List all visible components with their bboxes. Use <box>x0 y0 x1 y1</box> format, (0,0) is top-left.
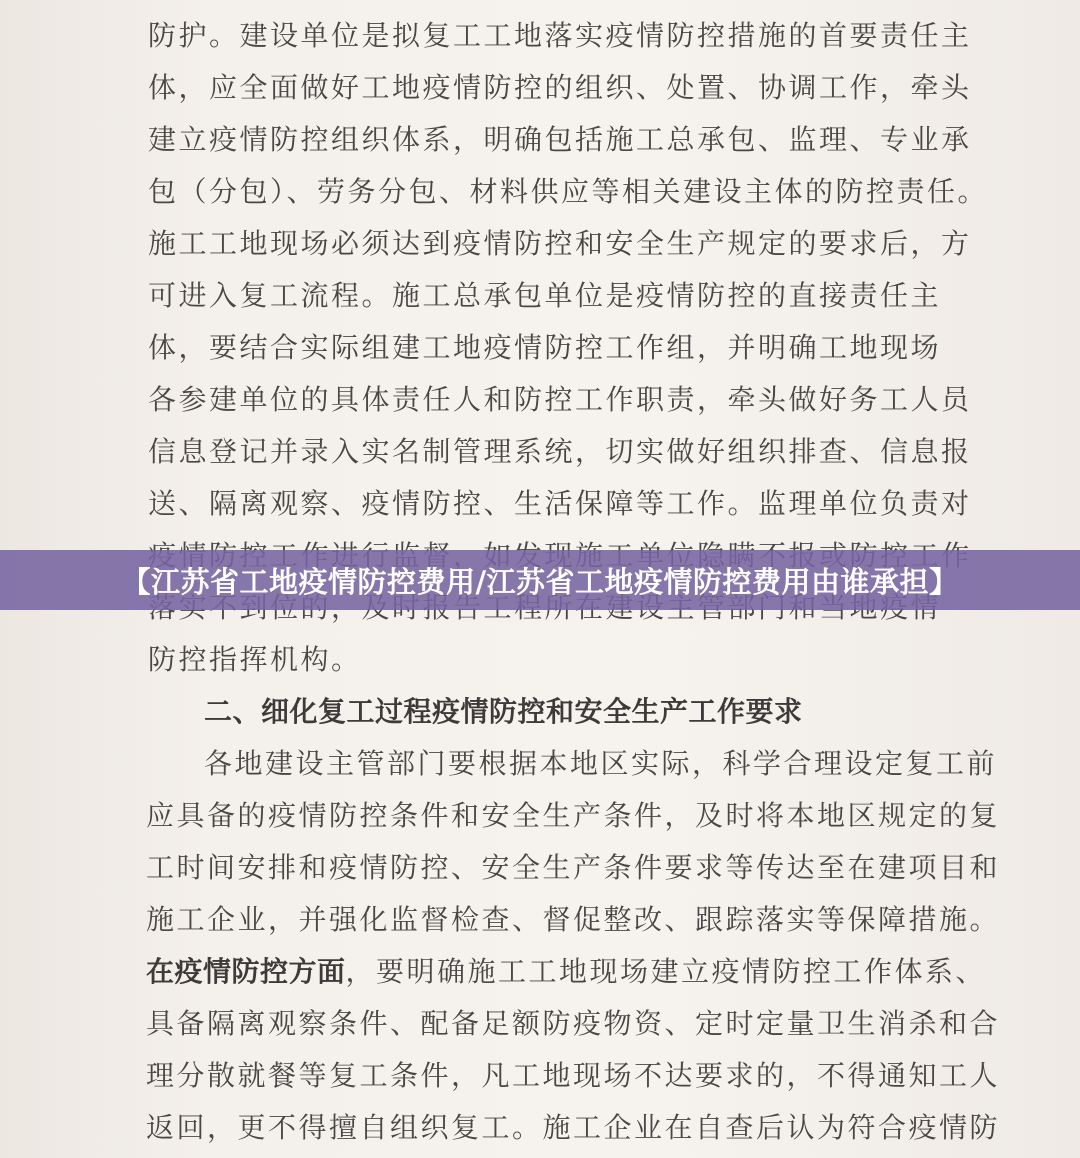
document-line: 应具备的疫情防控条件和安全生产条件，及时将本地区规定的复 <box>146 799 1001 832</box>
document-line: 送、隔离观察、疫情防控、生活保障等工作。监理单位负责对 <box>148 487 972 520</box>
document-line: 具备隔离观察条件、配备足额防疫物资、定时定量卫生消杀和合 <box>146 1007 1001 1040</box>
document-line: 包（分包）、劳务分包、材料供应等相关建设主体的防控责任。 <box>148 175 989 208</box>
document-line: 各参建单位的具体责任人和防控工作职责，牵头做好务工人员 <box>148 383 972 416</box>
document-line: 信息登记并录入实名制管理系统，切实做好组织排查、信息报 <box>148 435 972 468</box>
document-line <box>146 954 986 990</box>
banner-title: 【江苏省工地疫情防控费用/江苏省工地疫情防控费用由谁承担】 <box>121 564 959 599</box>
document-line: 理分散就餐等复工条件，凡工地现场不达要求的，不得通知工人 <box>146 1059 1001 1092</box>
document-line: 建立疫情防控组织体系，明确包括施工总承包、监理、专业承 <box>148 123 972 156</box>
section-heading: 二、细化复工过程疫情防控和安全生产工作要求 <box>204 695 803 728</box>
line-continuation: ，要明确施工工地现场建立疫情防控工作体系、 <box>345 955 987 988</box>
title-banner <box>0 550 1080 610</box>
bold-lead-text: 在疫情防控方面 <box>146 955 346 988</box>
document-line: 返回，更不得擅自组织复工。施工企业在自查后认为符合疫情防 <box>146 1111 1001 1144</box>
document-line: 防护。建设单位是拟复工工地落实疫情防控措施的首要责任主 <box>148 19 972 52</box>
document-line: 施工企业，并强化监督检查、督促整改、跟踪落实等保障措施。 <box>146 903 1001 936</box>
document-line: 各地建设主管部门要根据本地区实际，科学合理设定复工前 <box>204 747 998 780</box>
document-line: 体，应全面做好工地疫情防控的组织、处置、协调工作，牵头 <box>148 71 972 104</box>
document-line: 工时间安排和疫情防控、安全生产条件要求等传达至在建项目和 <box>146 851 1001 884</box>
document-line: 施工工地现场必须达到疫情防控和安全生产规定的要求后，方 <box>148 227 972 260</box>
document-line: 体，要结合实际组建工地疫情防控工作组，并明确工地现场 <box>148 331 942 364</box>
document-line: 可进入复工流程。施工总承包单位是疫情防控的直接责任主 <box>148 279 942 312</box>
document-line: 防控指挥机构。 <box>148 643 362 676</box>
